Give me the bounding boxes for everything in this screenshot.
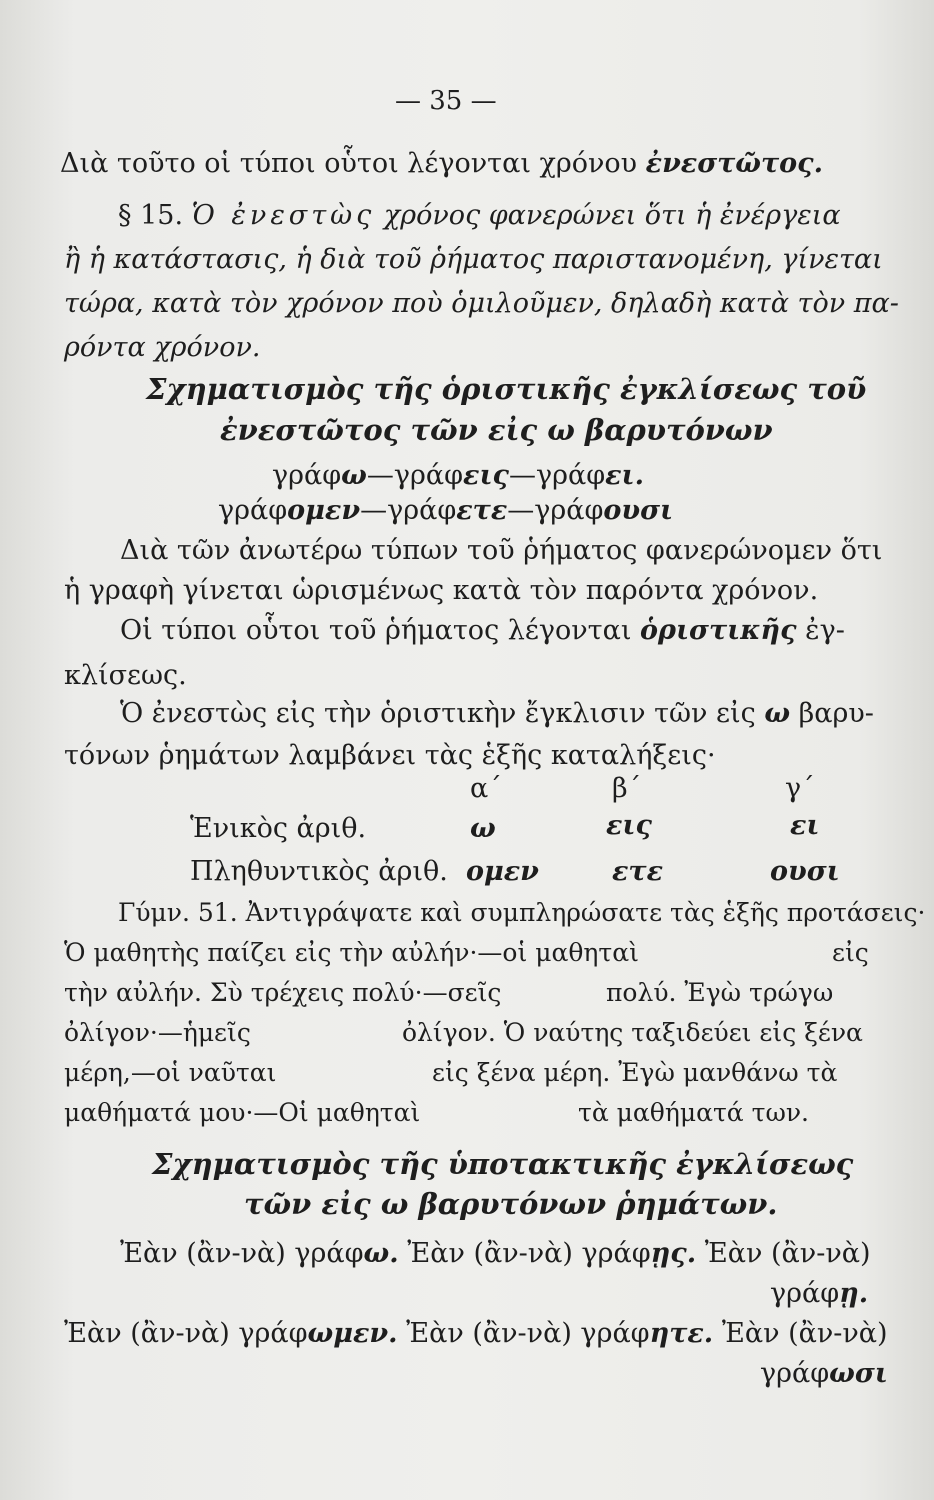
- verb-ending: ητε.: [649, 1318, 714, 1349]
- paragraph-4-line-2: κλίσεως.: [64, 660, 187, 691]
- section-heading-2-line-2: τῶν εἰς ω βαρυτόνων ῥημάτων.: [244, 1187, 778, 1221]
- exercise-line-5a: μέρη,—οἱ ναῦται: [64, 1058, 277, 1087]
- hyphenated-word: βαρυ-: [798, 698, 874, 729]
- table-cell: ω: [470, 813, 496, 844]
- table-column-header: β΄: [612, 773, 642, 804]
- subjunctive-line-2: [64, 1320, 888, 1347]
- exercise-line-4a: ὀλίγον·—ἡμεῖς: [64, 1018, 251, 1047]
- paragraph-4-text: Οἱ τύποι οὗτοι τοῦ ῥήματος λέγονται: [120, 615, 632, 646]
- subjunctive-form: γράφ: [770, 1278, 840, 1309]
- paragraph-3-line-1: Διὰ τῶν ἀνωτέρω τύπων τοῦ ῥήματος φανερώνομεν ὅτι: [120, 535, 883, 566]
- paragraph-2-text: χρόνος φανερώνει ὅτι ἡ ἐνέργεια: [383, 200, 841, 231]
- subjunctive-form: Ἐὰν (ἂν-νὰ) γράφ: [64, 1318, 308, 1349]
- table-row-label: Ἑνικὸς ἀριθ.: [190, 813, 367, 844]
- dash: —: [360, 495, 388, 526]
- subjunctive-form: Ἐὰν (ἂν-νὰ): [721, 1318, 888, 1349]
- exercise-line-2b: εἰς: [832, 938, 869, 967]
- emphasis-letter: ω: [764, 698, 791, 729]
- conjugation-row-1: [272, 462, 644, 489]
- verb-ending: εις: [463, 460, 509, 491]
- exercise-line-3b: πολύ. Ἐγὼ τρώγω: [606, 978, 834, 1007]
- table-column-header: γ΄: [785, 773, 815, 804]
- paragraph-5-line-1: [120, 700, 874, 727]
- section-heading-1-line-2: ἐνεστῶτος τῶν εἰς ω βαρυτόνων: [220, 413, 773, 447]
- paragraph-2-line-4: ρόντα χρόνον.: [64, 332, 261, 363]
- verb-ending: ει.: [605, 460, 644, 491]
- verb-ending: ῃς.: [650, 1238, 697, 1269]
- dash: —: [507, 495, 535, 526]
- exercise-line-4b: ὀλίγον. Ὁ ναύτης ταξιδεύει εἰς ξένα: [402, 1018, 863, 1047]
- verb-ending: ῃ.: [839, 1278, 869, 1309]
- table-row-label: Πληθυντικὸς ἀριθ.: [190, 856, 448, 887]
- dash: —: [508, 460, 536, 491]
- exercise-line-2a: Ὁ μαθητὴς παίζει εἰς τὴν αὐλήν·—οἱ μαθηταὶ: [64, 938, 639, 967]
- exercise-line-1: Γύμν. 51. Ἀντιγράψατε καὶ συμπληρώσατε τὰς ἑξῆς προτάσεις·: [118, 898, 926, 927]
- emphasis-term: ὁριστικῆς: [640, 615, 797, 646]
- verb-stem: γράφ: [272, 460, 342, 491]
- paragraph-5-line-2: τόνων ῥημάτων λαμβάνει τὰς ἑξῆς καταλήξεις·: [64, 740, 716, 771]
- verb-stem: γράφ: [393, 460, 464, 491]
- exercise-line-6b: τὰ μαθήματά των.: [578, 1098, 809, 1127]
- section-number: § 15.: [118, 200, 184, 231]
- section-heading-2-line-1: Σχηματισμὸς τῆς ὑποτακτικῆς ἐγκλίσεως: [152, 1147, 854, 1181]
- subjunctive-form: Ἐὰν (ἂν-νὰ) γράφ: [120, 1238, 364, 1269]
- subjunctive-form: Ἐὰν (ἂν-νὰ) γράφ: [407, 1238, 651, 1269]
- page-number: — 35 —: [395, 86, 497, 116]
- paragraph-2-line-1: [118, 202, 841, 229]
- conjugation-row-2: [218, 497, 673, 524]
- verb-stem: γράφ: [534, 495, 604, 526]
- subjunctive-line-1: [120, 1240, 871, 1267]
- table-cell: εις: [606, 810, 652, 841]
- exercise-line-5b: εἰς ξένα μέρη. Ἐγὼ μανθάνω τὰ: [432, 1058, 838, 1087]
- paragraph-4-line-1: [120, 617, 845, 644]
- verb-stem: γράφ: [535, 460, 606, 491]
- paragraph-1-text: Διὰ τοῦτο οἱ τύποι οὗτοι λέγονται χρόνου: [60, 148, 646, 179]
- section-term: Ὁ ἐνεστὼς: [191, 200, 376, 231]
- paragraph-2-line-3: τώρα, κατὰ τὸν χρόνον ποὺ ὁμιλοῦμεν, δηλαδὴ κατὰ τὸν πα-: [64, 288, 899, 319]
- verb-ending: ετε: [456, 495, 508, 526]
- subjunctive-form: γράφ: [760, 1358, 830, 1389]
- verb-stem: γράφ: [387, 495, 457, 526]
- table-column-header: α΄: [470, 773, 502, 804]
- dash: —: [366, 460, 394, 491]
- verb-ending: ωμεν.: [307, 1318, 398, 1349]
- table-cell: ομεν: [466, 856, 539, 887]
- exercise-line-3a: τὴν αὐλήν. Σὺ τρέχεις πολύ·—σεῖς: [64, 978, 502, 1007]
- subjunctive-line-2-cont: [760, 1360, 888, 1387]
- verb-stem: γράφ: [218, 495, 288, 526]
- paragraph-2-line-2: ἢ ἡ κατάστασις, ἡ διὰ τοῦ ῥήματος παριστανομένη, γίνεται: [64, 244, 883, 275]
- section-heading-1-line-1: Σχηματισμὸς τῆς ὁριστικῆς ἐγκλίσεως τοῦ: [146, 372, 867, 406]
- verb-ending: ουσι: [603, 495, 674, 526]
- verb-ending: ωσι: [829, 1358, 888, 1389]
- subjunctive-form: Ἐὰν (ἂν-νὰ) γράφ: [406, 1318, 650, 1349]
- table-cell: ετε: [612, 856, 663, 887]
- verb-ending: ω: [341, 460, 367, 491]
- verb-ending: ομεν: [287, 495, 361, 526]
- hyphenated-word: ἐγ-: [805, 615, 845, 646]
- emphasis-term: ἐνεστῶτος.: [645, 148, 824, 179]
- table-cell: ουσι: [770, 856, 840, 887]
- paragraph-1: [60, 150, 823, 177]
- paragraph-3-line-2: ἡ γραφὴ γίνεται ὡρισμένως κατὰ τὸν παρόντα χρόνον.: [64, 575, 819, 606]
- exercise-line-6a: μαθήματά μου·—Οἱ μαθηταὶ: [64, 1098, 421, 1127]
- paragraph-5-text: Ὁ ἐνεστὼς εἰς τὴν ὁριστικὴν ἔγκλισιν τῶν εἰς: [120, 698, 756, 729]
- subjunctive-line-1-cont: [770, 1280, 868, 1307]
- verb-ending: ω.: [363, 1238, 399, 1269]
- subjunctive-form: Ἐὰν (ἂν-νὰ): [704, 1238, 871, 1269]
- table-cell: ει: [790, 810, 820, 841]
